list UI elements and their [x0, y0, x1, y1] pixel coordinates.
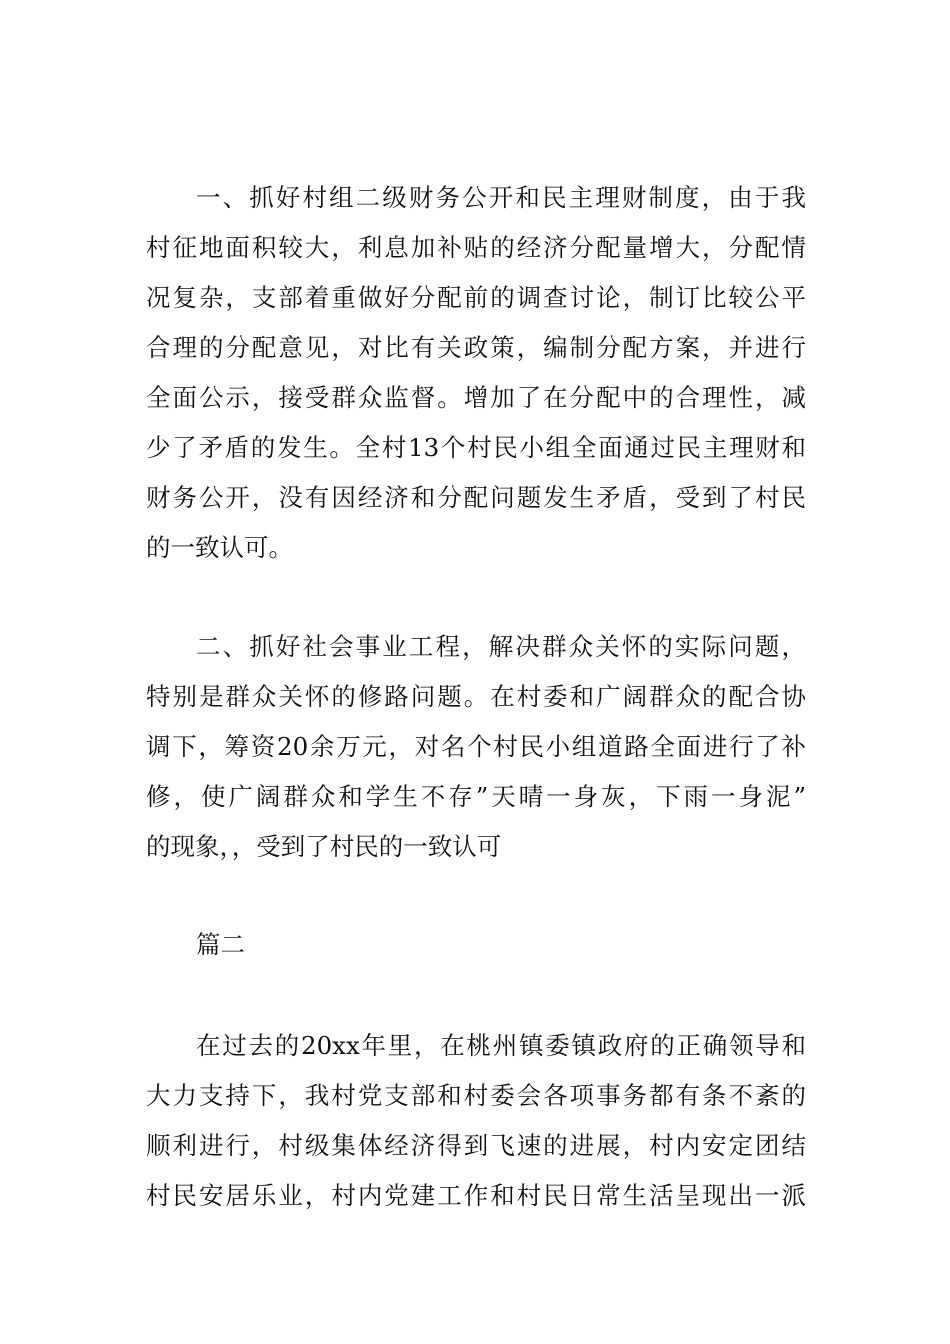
paragraph-2-line-4: 修，使广阔群众和学生不存”天晴一身灰，下雨一身泥”	[146, 782, 806, 811]
paragraph-1-line-5: 全面公示，接受群众监督。增加了在分配中的合理性，减	[146, 383, 806, 412]
paragraph-2-line-1: 二、抓好社会事业工程，解决群众关怀的实际问题，	[196, 632, 806, 661]
paragraph-1-line-1: 一、抓好村组二级财务公开和民主理财制度，由于我	[196, 183, 806, 212]
paragraph-2-line-3: 调下，筹资20余万元，对名个村民小组道路全面进行了补	[146, 732, 806, 761]
paragraph-3-line-4: 村民安居乐业，村内党建工作和村民日常生活呈现出一派	[146, 1181, 806, 1210]
paragraph-2-line-5: 的现象，，受到了村民的一致认可	[146, 832, 502, 861]
paragraph-1-line-6: 少了矛盾的发生。全村13个村民小组全面通过民主理财和	[146, 433, 806, 462]
paragraph-1-line-7: 财务公开，没有因经济和分配问题发生矛盾，受到了村民	[146, 483, 806, 512]
paragraph-2-line-2: 特别是群众关怀的修路问题。在村委和广阔群众的配合协	[146, 682, 806, 711]
paragraph-3-line-3: 顺利进行，村级集体经济得到飞速的进展，村内安定团结	[146, 1131, 806, 1160]
paragraph-1-line-2: 村征地面积较大，利息加补贴的经济分配量增大，分配情	[146, 233, 806, 262]
paragraph-1-line-4: 合理的分配意见，对比有关政策，编制分配方案，并进行	[146, 333, 806, 362]
paragraph-3-line-1: 在过去的20xx年里，在桃州镇委镇政府的正确领导和	[196, 1031, 806, 1060]
paragraph-1-line-3: 况复杂，支部着重做好分配前的调查讨论，制订比较公平	[146, 283, 806, 312]
paragraph-1-line-8: 的一致认可。	[146, 533, 293, 562]
section-heading: 篇二	[196, 930, 245, 959]
paragraph-3-line-2: 大力支持下，我村党支部和村委会各项事务都有条不紊的	[146, 1081, 806, 1110]
